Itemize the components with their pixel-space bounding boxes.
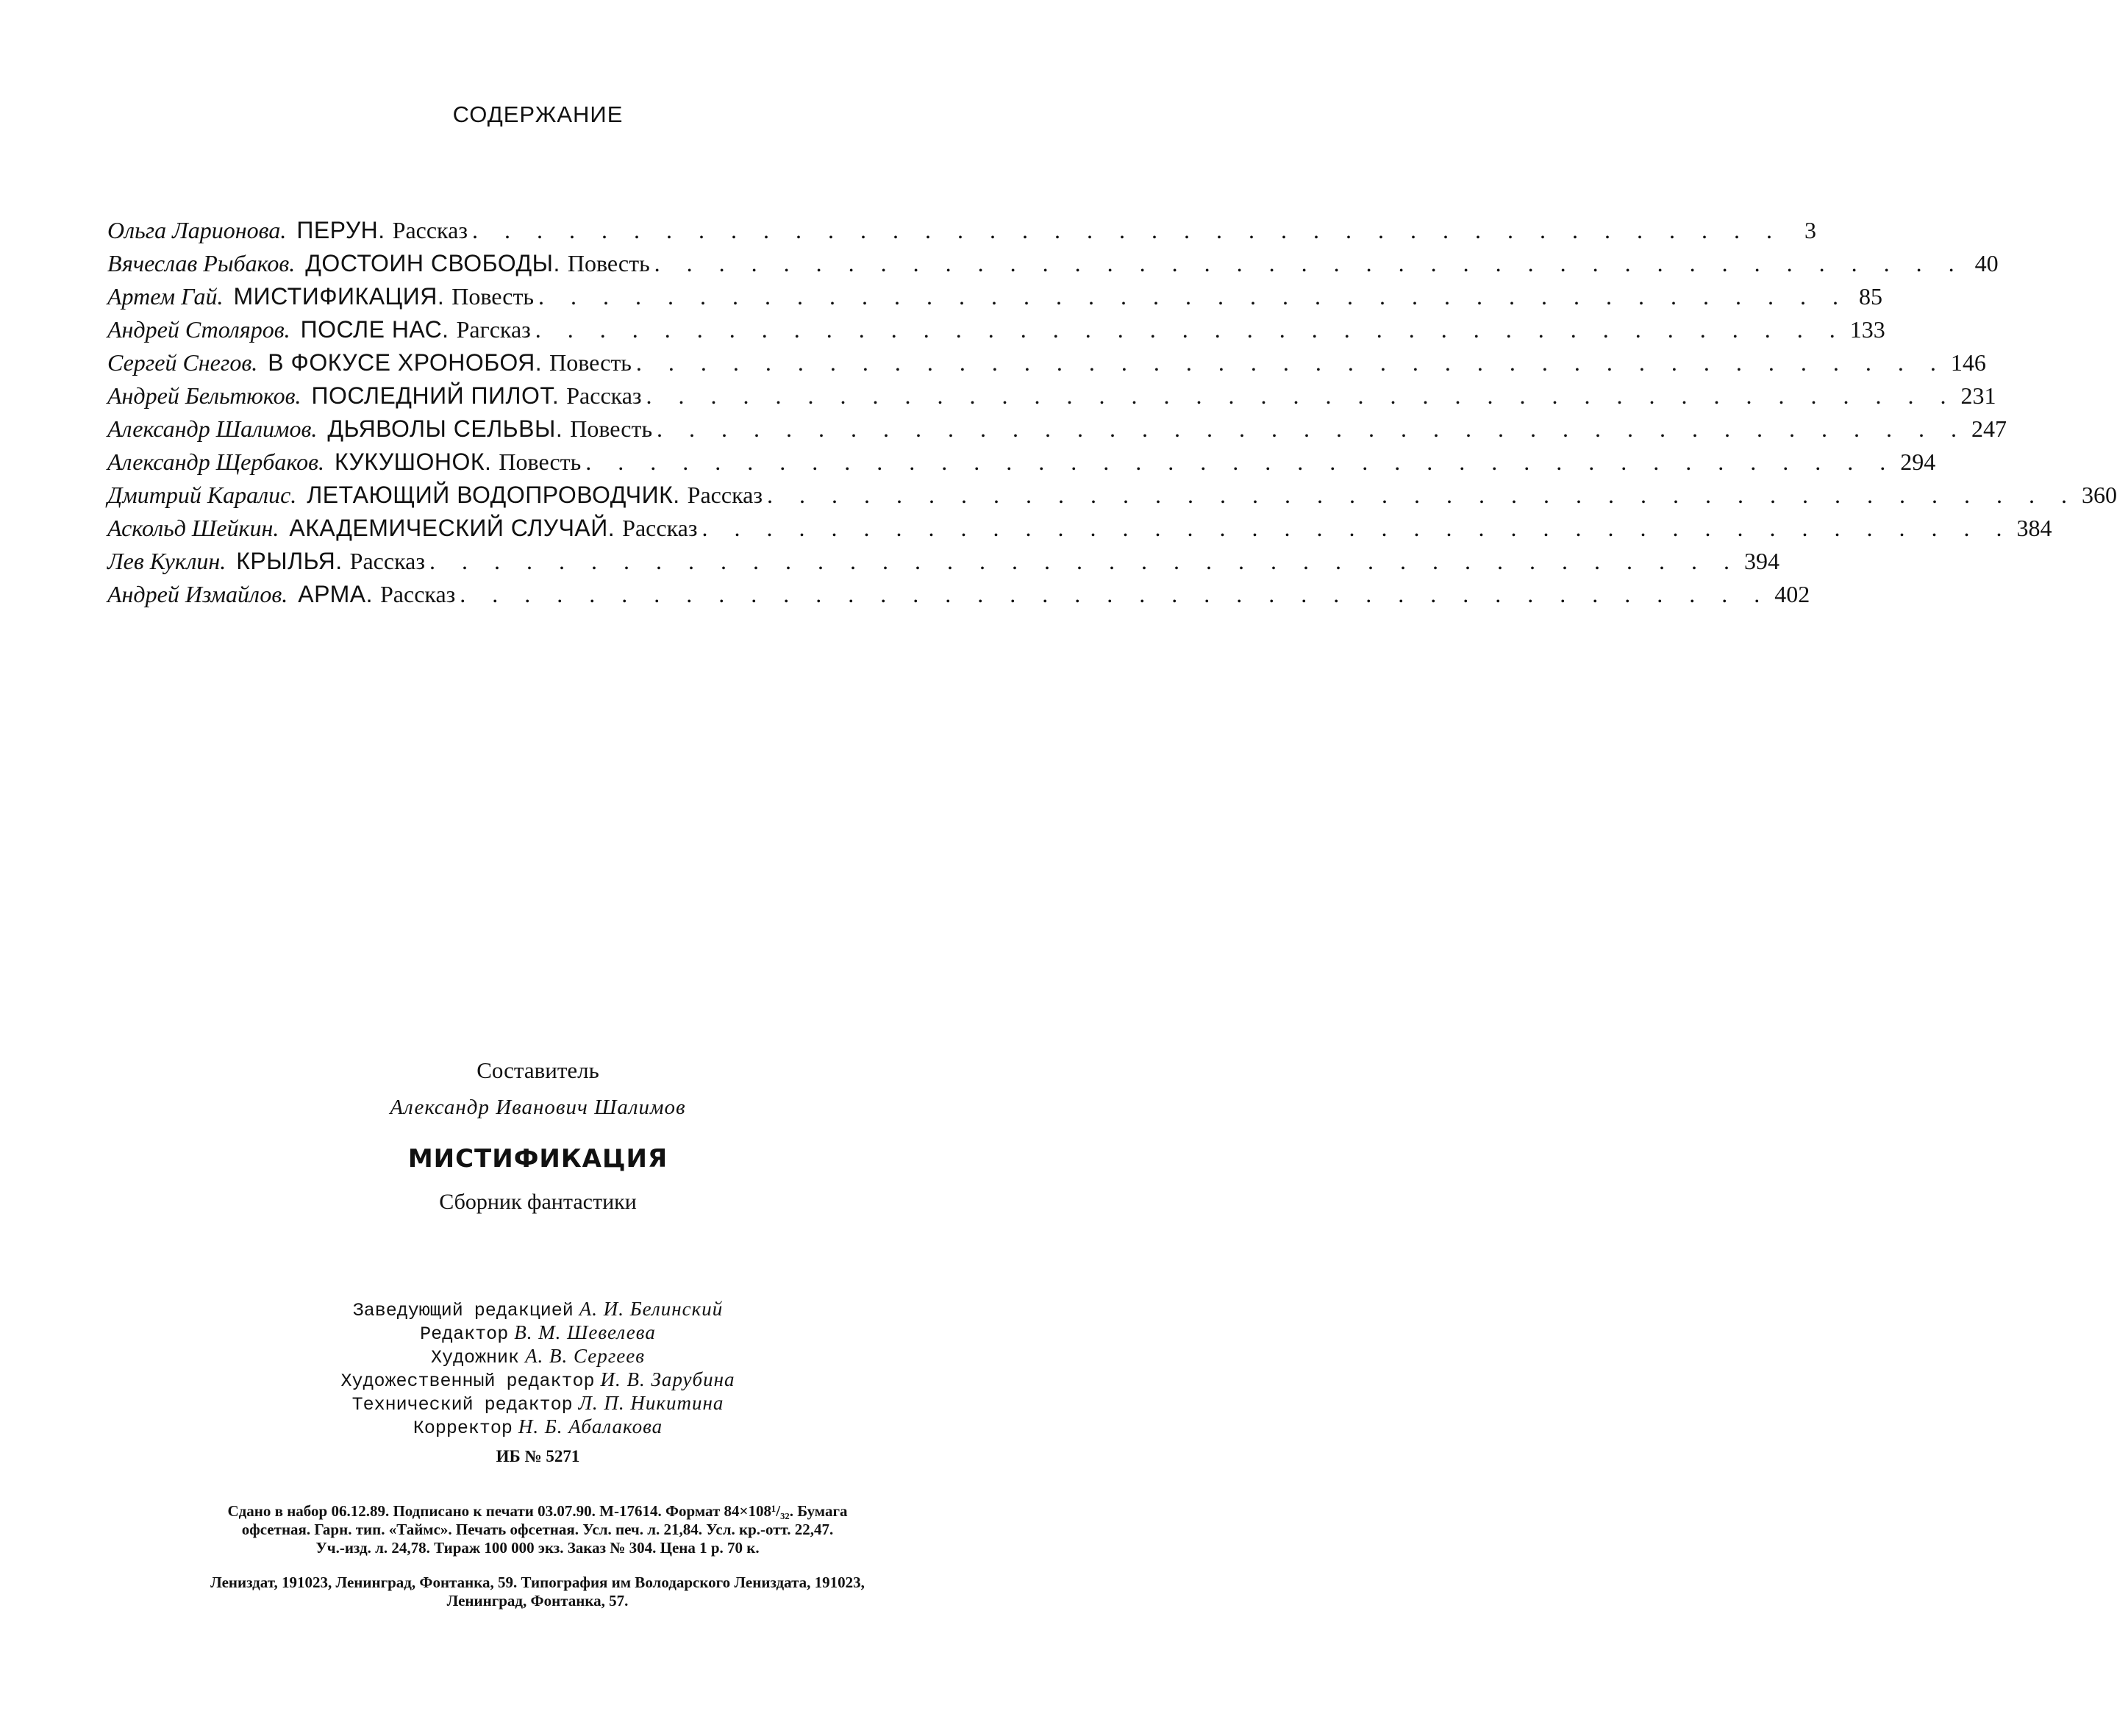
toc-page-number: 384 (2016, 515, 2052, 541)
credit-person: А. И. Белинский (579, 1298, 724, 1320)
toc-entry (107, 217, 1816, 250)
toc-page-number: 85 (1859, 283, 1883, 310)
credit-line (0, 1297, 1076, 1321)
toc-dot-leader: . . . . . . . . . . . . . . . . . . . . . . . . . . . . . . . . . . . . . . . . . (654, 250, 1965, 276)
publisher-details-line: Лениздат, 191023, Ленинград, Фонтанка, 59. Типография им Володарского Лениздата, 191023, (210, 1574, 865, 1591)
publisher-details-line: Ленинград, Фонтанка, 57. (446, 1592, 629, 1610)
editorial-credits (0, 1297, 1076, 1438)
toc-dot-leader: . . . . . . . . . . . . . . . . . . . . . . . . . . . . . . . . . . . . . . . . . (646, 382, 1957, 409)
toc-entry (107, 482, 2117, 515)
toc-title: ПЕРУН. (296, 217, 385, 243)
toc-author: Вячеслав Рыбаков. (107, 250, 296, 276)
toc-dot-leader: . . . . . . . . . . . . . . . . . . . . . . . . . . . . . . . . . . . . . . . . . (471, 217, 1782, 243)
toc-genre: Рассказ (566, 382, 642, 409)
toc-dot-leader: . . . . . . . . . . . . . . . . . . . . . . . . . . . . . . . . . . . . . . . . . (585, 449, 1896, 475)
toc-page-number: 3 (1804, 217, 1816, 243)
toc-page-number: 40 (1974, 250, 1999, 276)
toc-page-number: 146 (1950, 349, 1986, 376)
toc-dot-leader: . . . . . . . . . . . . . . . . . . . . . . . . . . . . . . . . . . . . . . . . . (766, 482, 2077, 508)
table-of-contents (107, 217, 2117, 614)
toc-title: В ФОКУСЕ ХРОНОБОЯ. (268, 349, 543, 376)
toc-page-number: 294 (1900, 449, 1936, 475)
toc-dot-leader: . . . . . . . . . . . . . . . . . . . . . . . . . . . . . . . . . . . . . . . . . (657, 415, 1968, 442)
compiler-label: Составитель (476, 1057, 599, 1083)
toc-entry (107, 382, 1996, 415)
toc-author: Ольга Ларионова. (107, 217, 287, 243)
credit-person: Л. П. Никитина (578, 1392, 724, 1414)
credit-role: Редактор (420, 1324, 509, 1345)
toc-author: Андрей Столяров. (107, 316, 290, 343)
toc-title: КРЫЛЬЯ. (236, 548, 343, 574)
toc-page-number: 247 (1971, 415, 2007, 442)
toc-title: ЛЕТАЮЩИЙ ВОДОПРОВОДЧИК. (307, 482, 680, 508)
print-details-line: Сдано в набор 06.12.89. Подписано к печати 03.07.90. М-17614. Формат 84×108¹/₃₂. Бумага (227, 1502, 848, 1520)
toc-author: Александр Шалимов. (107, 415, 318, 442)
toc-genre: Рассказ (349, 548, 425, 574)
credit-line (0, 1344, 1076, 1368)
credit-role: Художник (431, 1347, 520, 1368)
toc-entry (107, 415, 2007, 449)
print-details (88, 1502, 987, 1557)
toc-author: Андрей Бельтюков. (107, 382, 301, 409)
toc-dot-leader: . . . . . . . . . . . . . . . . . . . . . . . . . . . . . . . . . . . . . . . . . (701, 515, 2013, 541)
toc-page-number: 402 (1774, 581, 1810, 607)
toc-entry (107, 548, 1779, 581)
toc-title: ДОСТОИН СВОБОДЫ. (305, 250, 560, 276)
ib-number: ИБ № 5271 (496, 1447, 580, 1465)
toc-genre: Повесть (567, 250, 650, 276)
toc-genre: Рассказ (687, 482, 763, 508)
toc-entry (107, 581, 1810, 614)
toc-entry (107, 515, 2052, 548)
toc-title: ДЬЯВОЛЫ СЕЛЬВЫ. (327, 415, 563, 442)
credit-line (0, 1368, 1076, 1391)
toc-genre: Повесть (570, 415, 653, 442)
credit-role: Заведующий редакцией (352, 1300, 574, 1321)
toc-author: Дмитрий Каралис. (107, 482, 297, 508)
toc-dot-leader: . . . . . . . . . . . . . . . . . . . . . . . . . . . . . . . . . . . . . . . . . (460, 581, 1771, 607)
toc-author: Александр Щербаков. (107, 449, 324, 475)
toc-genre: Рагсказ (456, 316, 531, 343)
print-details-line: офсетная. Гарн. тип. «Таймс». Печать офсетная. Усл. печ. л. 21,84. Усл. кр.-отт. 22,47. (241, 1521, 834, 1538)
credit-person: А. В. Сергеев (525, 1345, 645, 1367)
toc-title: КУКУШОНОК. (335, 449, 492, 475)
toc-page-number: 231 (1960, 382, 1996, 409)
toc-entry (107, 283, 1883, 316)
toc-dot-leader: . . . . . . . . . . . . . . . . . . . . . . . . . . . . . . . . . . . . . . . . . (535, 316, 1846, 343)
toc-genre: Повесть (549, 349, 632, 376)
credit-line (0, 1321, 1076, 1344)
toc-genre: Повесть (499, 449, 582, 475)
toc-genre: Рассказ (379, 581, 456, 607)
toc-genre: Повесть (451, 283, 535, 310)
toc-author: Сергей Снегов. (107, 349, 258, 376)
toc-dot-leader: . . . . . . . . . . . . . . . . . . . . . . . . . . . . . . . . . . . . . . . . . (635, 349, 1946, 376)
credit-person: В. М. Шевелева (514, 1321, 656, 1343)
publisher-details (88, 1574, 987, 1610)
toc-author: Лев Куклин. (107, 548, 226, 574)
toc-author: Аскольд Шейкин. (107, 515, 279, 541)
toc-entry (107, 349, 1986, 382)
credit-role: Технический редактор (351, 1394, 573, 1415)
toc-title: МИСТИФИКАЦИЯ. (233, 283, 445, 310)
credit-line (0, 1391, 1076, 1415)
credit-role: Корректор (413, 1418, 513, 1439)
toc-author: Артем Гай. (107, 283, 224, 310)
toc-dot-leader: . . . . . . . . . . . . . . . . . . . . . . . . . . . . . . . . . . . . . . . . . (429, 548, 1740, 574)
credit-role: Художественный редактор (340, 1371, 595, 1392)
toc-title: ПОСЛЕДНИЙ ПИЛОТ. (311, 382, 560, 409)
toc-page-number: 133 (1849, 316, 1885, 343)
toc-entry (107, 316, 1885, 349)
toc-title: ПОСЛЕ НАС. (300, 316, 449, 343)
toc-title: АКАДЕМИЧЕСКИЙ СЛУЧАЙ. (289, 515, 615, 541)
contents-heading: СОДЕРЖАНИЕ (452, 101, 624, 127)
toc-page-number: 360 (2081, 482, 2117, 508)
toc-author: Андрей Измайлов. (107, 581, 288, 607)
toc-page-number: 394 (1743, 548, 1779, 574)
credit-person: Н. Б. Абалакова (518, 1415, 663, 1437)
toc-dot-leader: . . . . . . . . . . . . . . . . . . . . . . . . . . . . . . . . . . . . . . . . . (538, 283, 1849, 310)
book-subtitle: Сборник фантастики (439, 1190, 637, 1214)
toc-entry (107, 449, 1936, 482)
compiler-name: Александр Иванович Шалимов (390, 1096, 686, 1119)
print-details-line: Уч.-изд. л. 24,78. Тираж 100 000 экз. Заказ № 304. Цена 1 р. 70 к. (315, 1539, 760, 1557)
toc-genre: Рассказ (622, 515, 698, 541)
toc-genre: Рассказ (392, 217, 468, 243)
toc-title: АРМА. (298, 581, 373, 607)
credit-person: И. В. Зарубина (600, 1368, 735, 1390)
book-title: МИСТИФИКАЦИЯ (407, 1144, 668, 1174)
credit-line (0, 1415, 1076, 1438)
toc-entry (107, 250, 1999, 283)
